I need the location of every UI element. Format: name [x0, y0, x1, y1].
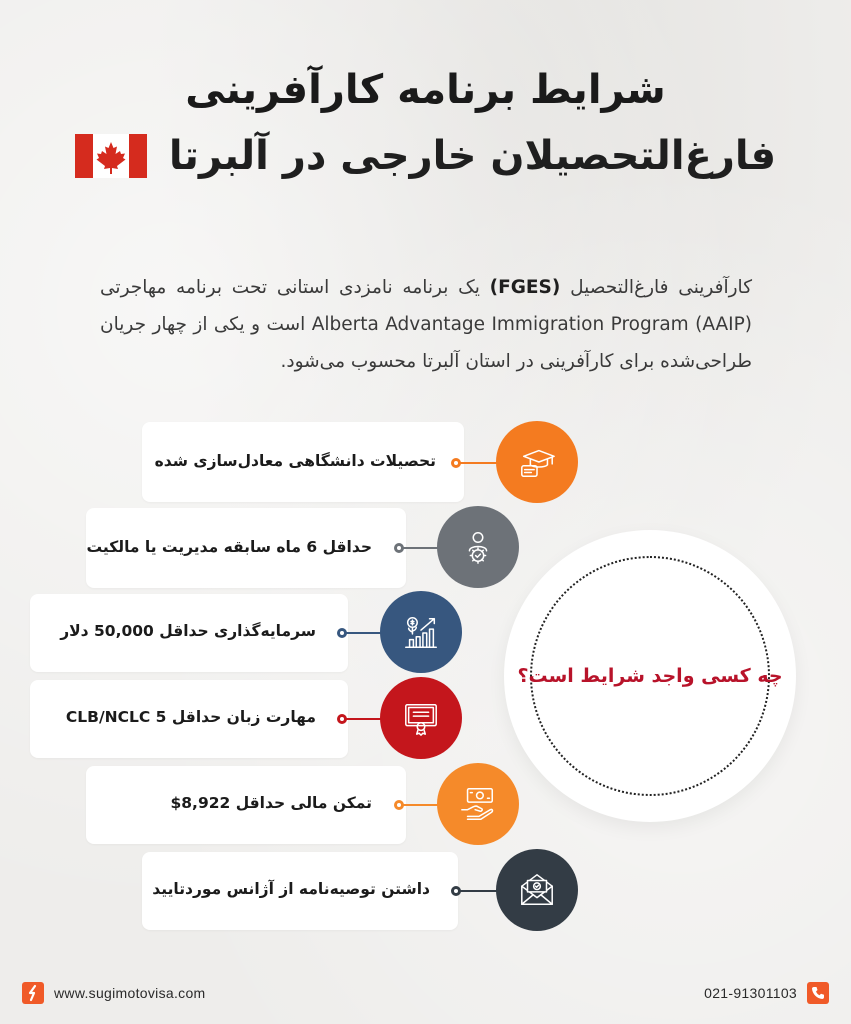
- phone-number[interactable]: 021-91301103: [704, 985, 797, 1001]
- connector-line: [343, 718, 385, 720]
- connector-line: [457, 890, 501, 892]
- certificate-icon-circle: [380, 677, 462, 759]
- intro-acronym: (FGES): [489, 276, 561, 298]
- connector-line: [400, 804, 442, 806]
- money-hand-icon-circle: [437, 763, 519, 845]
- connector-line: [343, 632, 385, 634]
- website-link[interactable]: www.sugimotovisa.com: [54, 985, 206, 1001]
- certificate-icon: [402, 699, 440, 737]
- letter-envelope-icon: [518, 871, 556, 909]
- graduation-icon-circle: [496, 421, 578, 503]
- requirement-label-management: حداقل 6 ماه سابقه مدیریت یا مالکیت: [86, 538, 372, 556]
- question-circle-dotted-ring: [517, 556, 783, 796]
- graduation-icon: [518, 443, 556, 481]
- brand-logo-icon: [22, 982, 44, 1004]
- requirement-label-investment: سرمایه‌گذاری حداقل 50,000 دلار: [60, 622, 316, 640]
- connector-dot: [394, 543, 404, 553]
- money-hand-icon: [459, 785, 497, 823]
- connector-dot: [451, 458, 461, 468]
- page-subtitle-row: [0, 128, 851, 184]
- connector-dot: [451, 886, 461, 896]
- connector-line: [457, 462, 501, 464]
- footer-website[interactable]: [22, 981, 206, 1005]
- requirement-label-education: تحصیلات دانشگاهی معادل‌سازی شده: [154, 452, 436, 470]
- question-text: چه کسی واجد شرایط است؟: [517, 665, 783, 687]
- requirement-label-recommendation: داشتن توصیه‌نامه از آژانس موردتایید: [152, 880, 430, 898]
- canada-flag-icon: [75, 134, 147, 178]
- connector-dot: [394, 800, 404, 810]
- requirement-label-funds: تمکن مالی حداقل 8,922$: [170, 794, 372, 812]
- investment-growth-icon-circle: [380, 591, 462, 673]
- requirement-label-language: مهارت زبان حداقل CLB/NCLC 5: [65, 708, 316, 726]
- intro-text-2: یک برنامه نامزدی استانی تحت برنامه مهاجرتی Alberta Advantage Immigration Program (AAIP) است و یکی از چهار جریان طراحی‌شده برای کارآفرینی در استان آلبرتا محسوب می‌شود.: [100, 276, 752, 372]
- letter-envelope-icon-circle: [496, 849, 578, 931]
- business-owner-icon: [459, 528, 497, 566]
- business-owner-icon-circle: [437, 506, 519, 588]
- page-title: شرایط برنامه کارآفرینی: [185, 67, 666, 113]
- investment-growth-icon: [402, 613, 440, 651]
- phone-icon: [807, 982, 829, 1004]
- intro-text-1: کارآفرینی فارغ‌التحصیل: [560, 276, 753, 298]
- page-subtitle: فارغ‌التحصیلان خارجی در آلبرتا: [168, 133, 777, 179]
- connector-dot: [337, 714, 347, 724]
- intro-paragraph: [100, 269, 752, 380]
- connector-dot: [337, 628, 347, 638]
- footer-phone[interactable]: [704, 981, 829, 1005]
- connector-line: [400, 547, 442, 549]
